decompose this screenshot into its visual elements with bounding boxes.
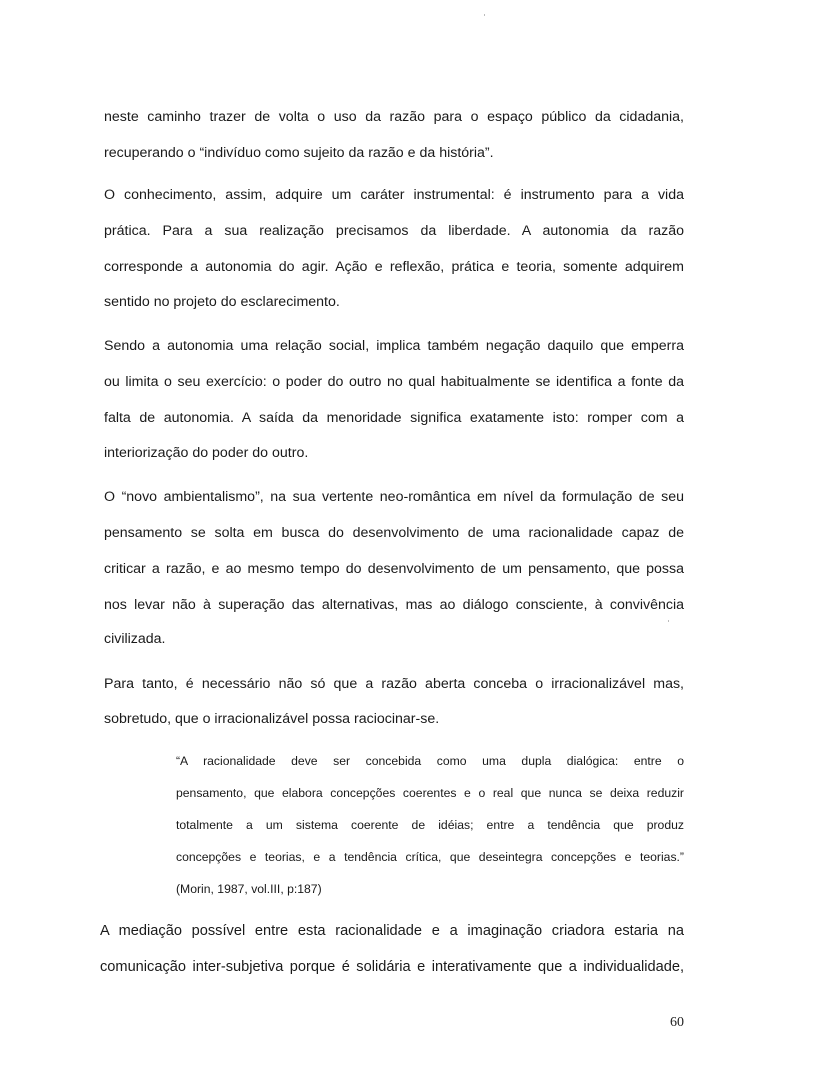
text-line: O conhecimento, assim, adquire um caráter instrumental: é instrumento para a vida bbox=[104, 187, 684, 203]
scan-speck bbox=[484, 14, 485, 16]
text-line: comunicação inter-subjetiva porque é solidária e interativamente que a individualidade, bbox=[100, 959, 684, 975]
quote-line: concepções e teorias, e a tendência crítica, que deseintegra concepções e teorias.” bbox=[176, 850, 684, 864]
text-line: ou limita o seu exercício: o poder do outro no qual habitualmente se identifica a fonte da bbox=[104, 374, 684, 390]
quote-citation: (Morin, 1987, vol.III, p:187) bbox=[176, 882, 322, 896]
quote-line: pensamento, que elabora concepções coerentes e o real que nunca se deixa reduzir bbox=[176, 786, 684, 800]
text-line: A mediação possível entre esta racionalidade e a imaginação criadora estaria na bbox=[100, 923, 684, 939]
text-line: Sendo a autonomia uma relação social, implica também negação daquilo que emperra bbox=[104, 338, 684, 354]
text-line: criticar a razão, e ao mesmo tempo do desenvolvimento de um pensamento, que possa bbox=[104, 561, 684, 577]
text-line: corresponde a autonomia do agir. Ação e reflexão, prática e teoria, somente adquirem bbox=[104, 259, 684, 275]
page-number: 60 bbox=[670, 1015, 684, 1030]
text-line: recuperando o “indivíduo como sujeito da razão e da história”. bbox=[104, 145, 494, 161]
text-line: sobretudo, que o irracionalizável possa raciocinar-se. bbox=[104, 711, 440, 727]
text-line: sentido no projeto do esclarecimento. bbox=[104, 294, 340, 310]
text-line: O “novo ambientalismo”, na sua vertente neo-romântica em nível da formulação de seu bbox=[104, 489, 684, 505]
text-line: civilizada. bbox=[104, 631, 166, 647]
quote-line: totalmente a um sistema coerente de idéias; entre a tendência que produz bbox=[176, 818, 684, 832]
scan-speck bbox=[668, 620, 669, 622]
text-line: falta de autonomia. A saída da menoridade significa exatamente isto: romper com a bbox=[104, 410, 684, 426]
text-line: interiorização do poder do outro. bbox=[104, 445, 309, 461]
text-line: neste caminho trazer de volta o uso da razão para o espaço público da cidadania, bbox=[104, 109, 684, 125]
quote-line: “A racionalidade deve ser concebida como uma dupla dialógica: entre o bbox=[176, 754, 684, 768]
text-line: Para tanto, é necessário não só que a razão aberta conceba o irracionalizável mas, bbox=[104, 676, 684, 692]
text-line: nos levar não à superação das alternativas, mas ao diálogo consciente, à convivência bbox=[104, 597, 684, 613]
text-line: pensamento se solta em busca do desenvolvimento de uma racionalidade capaz de bbox=[104, 525, 684, 541]
text-line: prática. Para a sua realização precisamos da liberdade. A autonomia da razão bbox=[104, 223, 684, 239]
